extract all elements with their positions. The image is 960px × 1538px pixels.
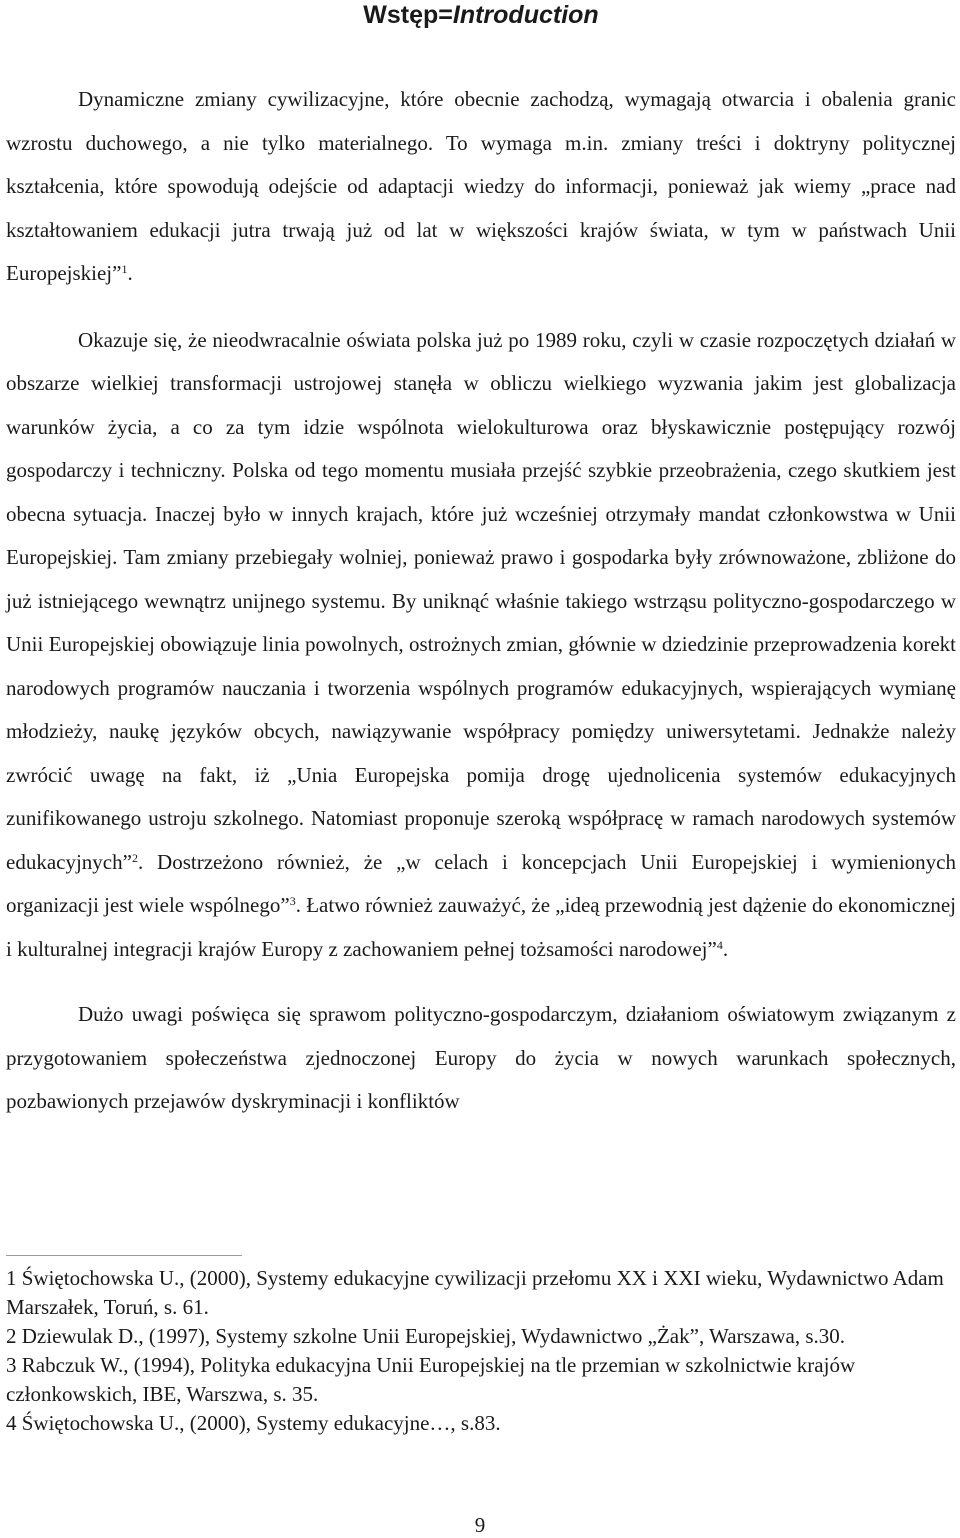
paragraph-text-continued: . Łatwo również zauważyć, że „ideą przewodnią jest dążenie do ekonomicznej i kulturalnej integracji krajów Europy z zachowaniem pełnej tożsamości narodowej” (6, 893, 957, 961)
page-number: 9 (474, 1513, 486, 1537)
paragraph-2 (6, 319, 956, 972)
footnote-1: 1 Świętochowska U., (2000), Systemy edukacyjne cywilizacji przełomu XX i XXI wieku, Wydawnictwo Adam Marszałek, Toruń, s. 61. (6, 1266, 944, 1319)
paragraph-3 (6, 993, 956, 1124)
title-prefix: Wstęp= (363, 1, 453, 29)
footnote-4: 4 Świętochowska U., (2000), Systemy edukacyjne…, s.83. (6, 1411, 501, 1435)
paragraph-text: Okazuje się, że nieodwracalnie oświata polska już po 1989 roku, czyli w czasie rozpoczętych działań w obszarze wielkiej transformacji ustrojowej stanęła w obliczu wielkiego wyzwania jakim jest globalizacja warunków życia, a co za tym idzie wspólnota wielokulturowa oraz błyskawicznie postępujący rozwój gospodarczy i techniczny. Polska od tego momentu musiała przejść szybkie przeobrażenia, czego skutkiem jest obecna sytuacja. Inaczej było w innych krajach, które już wcześniej otrzymały mandat członkowstwa w Unii Europejskiej. Tam zmiany przebiegały wolniej, ponieważ prawo i gospodarka były zrównoważone, zbliżone do już istniejącego wewnątrz unijnego systemu. By uniknąć właśnie takiego wstrząsu polityczno-gospodarczego w Unii Europejskiej obowiązuje linia powolnych, ostrożnych zmian, głównie w dziedzinie przeprowadzenia korekt narodowych programów nauczania i tworzenia wspólnych programów edukacyjnych, wspierających wymianę młodzieży, naukę języków obcych, nawiązywanie współpracy pomiędzy uniwersytetami. Jednakże należy zwrócić uwagę na fakt, iż „Unia Europejska pomija drogę ujednolicenia systemów edukacyjnych zunifikowanego ustroju szkolnego. Natomiast proponuje szeroką współpracę w ramach narodowych systemów edukacyjnych” (6, 327, 956, 874)
footnote-2: 2 Dziewulak D., (1997), Systemy szkolne Unii Europejskiej, Wydawnictwo „Żak”, Warszawa, s.30. (6, 1324, 845, 1348)
paragraph-text: Dużo uwagi poświęca się sprawom polityczno-gospodarczym, działaniom oświatowym związanym z przygotowaniem społeczeństwa zjednoczonej Europy do życia w nowych warunkach społecznych, pozbawionych przejawów dyskryminacji i konfliktów (6, 1002, 956, 1113)
footnote-separator (6, 1255, 242, 1256)
paragraph-end: . (722, 936, 729, 961)
footnote-ref-2[interactable]: 2 (131, 850, 138, 865)
footnote-ref-3[interactable]: 3 (289, 894, 296, 908)
paragraph-1 (6, 78, 956, 296)
footnote-ref-4[interactable]: 4 (716, 937, 723, 952)
footnote-3: 3 Rabczuk W., (1994), Polityka edukacyjna Unii Europejskiej na tle przemian w szkolnictwie krajów członkowskich, IBE, Warszwa, s. 35. (6, 1353, 856, 1406)
footnotes (6, 1264, 956, 1438)
document-title (6, 0, 956, 30)
title-emphasis: Introduction (452, 1, 599, 29)
paragraph-text: Dynamiczne zmiany cywilizacyjne, które obecnie zachodzą, wymagają otwarcia i obalenia granic wzrostu duchowego, a nie tylko materialnego. To wymaga m.in. zmiany treści i doktryny politycznej kształcenia, które spowodują odejście od adaptacji wiedzy do informacji, ponieważ jak wiemy „prace nad kształtowaniem edukacji jutra trwają już od lat w większości krajów świata, w tym w państwach Unii Europejskiej” (6, 87, 956, 285)
paragraph-end: . (127, 261, 133, 285)
document-page (6, 0, 956, 1124)
paragraph-text-continued: . Dostrzeżono również, że „w celach i koncepcjach Unii Europejskiej i wymienionych organizacji jest wiele wspólnego” (6, 849, 956, 917)
footnote-ref-1[interactable]: 1 (121, 262, 128, 276)
